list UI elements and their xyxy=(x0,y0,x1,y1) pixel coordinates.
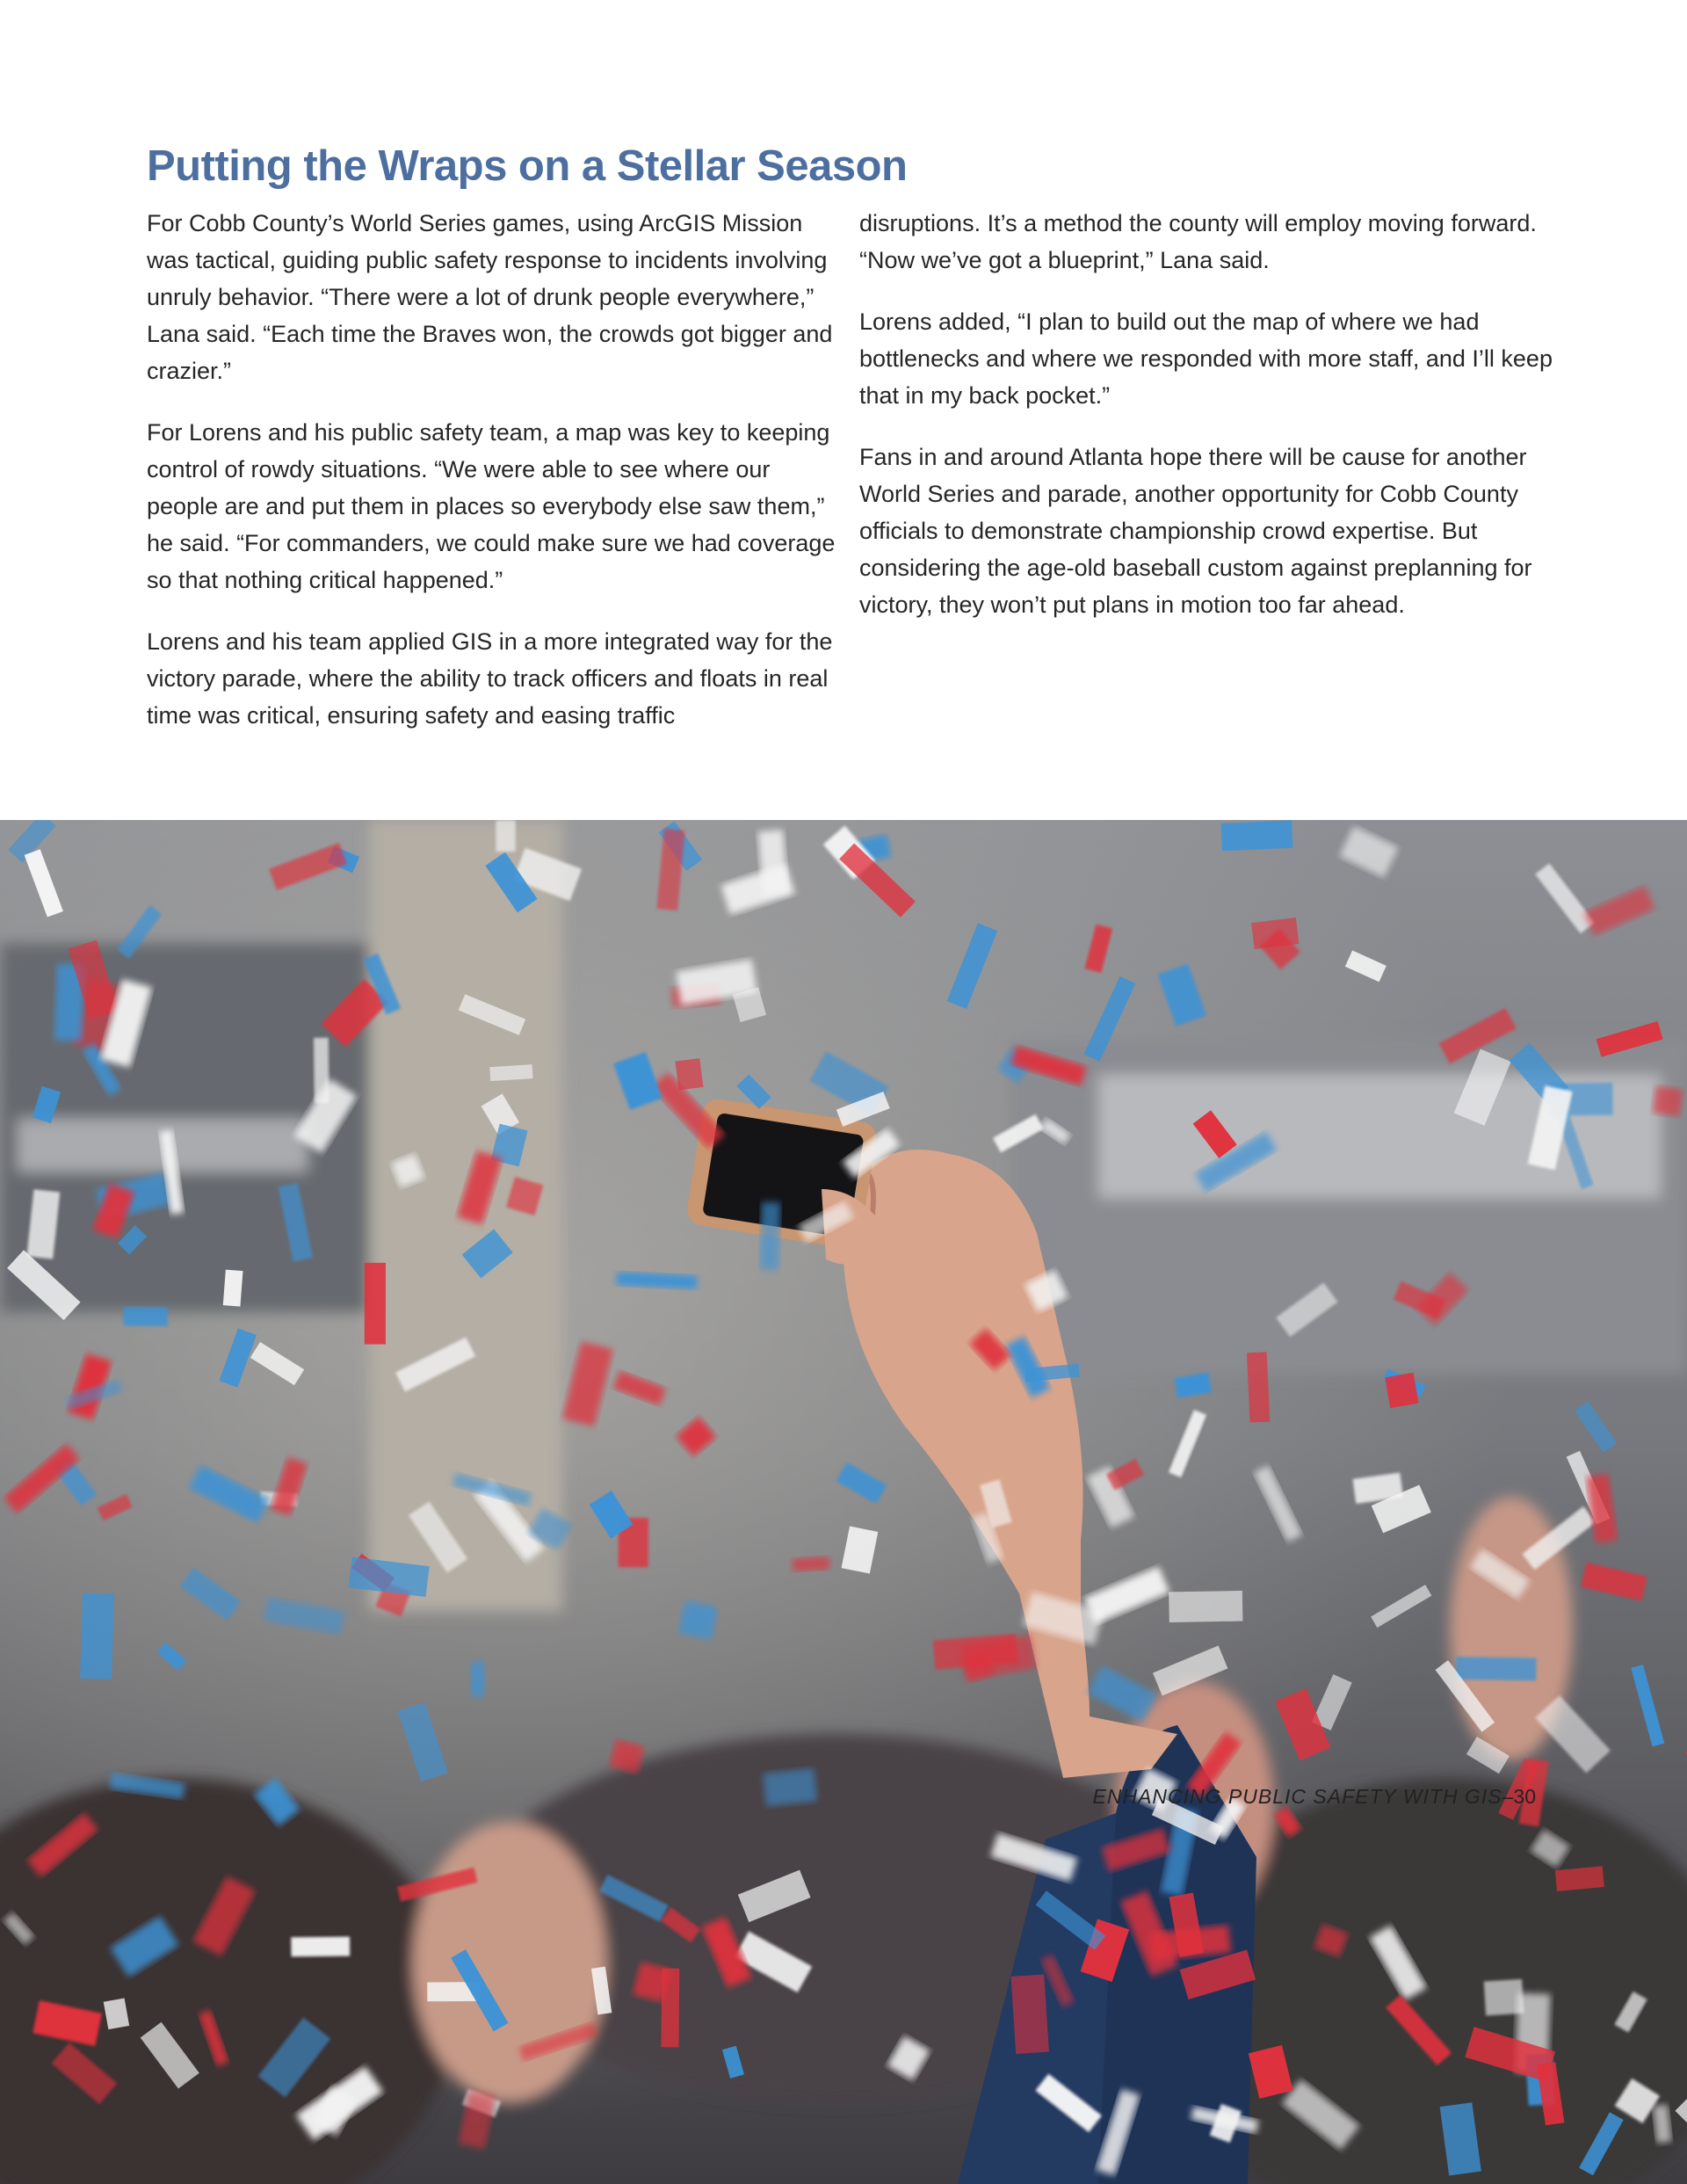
confetti-piece xyxy=(1555,1866,1604,1891)
paragraph: Lorens added, “I plan to build out the map of where we had bottlenecks and where we responded with more staff, and I’ll keep that in my back pocket.” xyxy=(859,308,1553,409)
publication-name: ENHANCING PUBLIC SAFETY WITH GIS xyxy=(1092,1785,1502,1808)
confetti-piece xyxy=(470,1662,485,1697)
confetti-piece xyxy=(1169,1591,1242,1622)
page-footer xyxy=(1093,1785,1536,1809)
footer-separator: – xyxy=(1502,1785,1514,1808)
confetti-piece xyxy=(763,1768,817,1807)
confetti-piece xyxy=(365,1263,386,1345)
confetti-piece xyxy=(496,820,515,852)
page-title: Putting the Wraps on a Stellar Season xyxy=(147,142,908,190)
paragraph: Lorens and his team applied GIS in a more integrated way for the victory parade, where the ability to track officers and floats in real time was critical, ensuring safety and easing traffic xyxy=(147,628,833,729)
confetti-piece xyxy=(291,1937,350,1957)
paragraph: disruptions. It’s a method the county will employ moving forward. “Now we’ve got a blueprint,” Lana said. xyxy=(859,210,1537,273)
paragraph: For Lorens and his public safety team, a map was key to keeping control of rowdy situations. “We were able to see where our people are and put them in places so everybody else saw them,” he said. “For commanders, we could make sure we had coverage so that nothing critical happened.” xyxy=(147,419,836,593)
confetti-piece xyxy=(223,1270,243,1307)
confetti-piece xyxy=(123,1307,167,1326)
confetti-piece xyxy=(1653,1086,1683,1116)
paragraph: Fans in and around Atlanta hope there will be cause for another World Series and parade, another opportunity for Cobb County officials to demonstrate championship crowd expertise. But considering the age-old baseball custom against preplanning for victory, they won’t put plans in motion too far ahead. xyxy=(859,444,1532,618)
confetti-piece xyxy=(793,1556,830,1571)
confetti-piece xyxy=(1456,1657,1537,1680)
confetti-piece xyxy=(1011,1974,1049,2054)
parade-confetti-photo xyxy=(0,820,1687,2184)
confetti-piece xyxy=(678,1600,718,1639)
confetti-piece xyxy=(1484,1979,1524,2016)
confetti-piece xyxy=(1385,1373,1418,1408)
confetti-piece xyxy=(1251,918,1299,949)
confetti-piece xyxy=(760,1202,780,1271)
article-column-right xyxy=(859,205,1553,648)
page-number: 30 xyxy=(1513,1785,1536,1808)
article-column-left xyxy=(147,205,841,758)
confetti-piece xyxy=(489,1064,532,1081)
confetti-piece xyxy=(314,1038,329,1103)
confetti-piece xyxy=(1221,820,1293,851)
confetti-piece xyxy=(1247,1352,1270,1422)
confetti-piece xyxy=(80,1593,114,1679)
paragraph: For Cobb County’s World Series games, using ArcGIS Mission was tactical, guiding public safety response to incidents involving unruly behavior. “There were a lot of drunk people everywhere,” Lana said. “Each time the Braves won, the crowds got bigger and crazier.” xyxy=(147,210,833,384)
